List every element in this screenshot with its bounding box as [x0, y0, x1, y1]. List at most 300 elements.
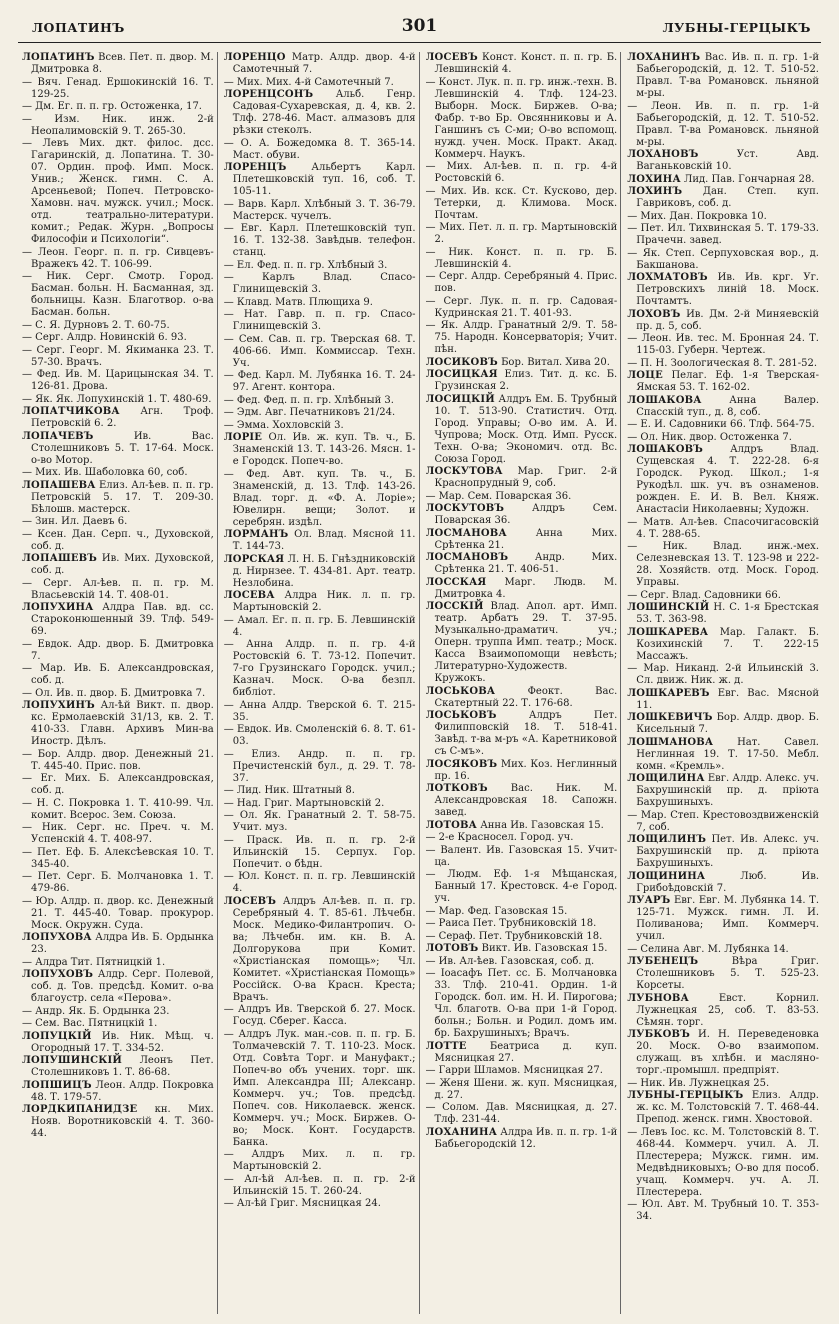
entry-surname: ЛОПАШЕВЪ — [22, 553, 98, 564]
directory-entry — [224, 798, 416, 810]
entry-text: — Мих. Пет. л. п. гр. Мартыновскій 2. — [425, 222, 618, 245]
directory-entry — [224, 554, 416, 590]
directory-entry — [224, 700, 416, 724]
directory-entry — [22, 1006, 214, 1018]
directory-entry — [224, 615, 416, 639]
directory-entry — [22, 406, 214, 430]
directory-entry — [224, 89, 416, 137]
directory-entry — [224, 871, 416, 895]
directory-entry — [426, 1078, 618, 1102]
entry-text: Алдръ Пет. Филипповскій 18. Т. 518-41. Завѣд. т-ва м-ръ «А. Каретниковой съ С-мъ». — [434, 710, 618, 757]
entry-surname: ЛОСЕВЪ — [223, 895, 277, 907]
directory-entry — [224, 199, 416, 223]
entry-text: Алдръ Влад. Сущевская 4. Т. 222-28. 6-я Городск. Рукод. Школ.; 1-я Рукодѣл. шк. уч. въ ознаменов. рожден. Е. И. В. Вел. Княж. Анастасіи Николаевны; Художн. — [636, 444, 819, 515]
entry-surname: ЛОСЕВЪ — [425, 52, 478, 63]
entry-text: — Бор. Алдр. двор. Денежный 21. Т. 445-40. Прис. пов. — [22, 748, 214, 772]
entry-surname: ЛОЩИЛИНЪ — [627, 834, 707, 845]
entry-text: Влад. Апол. арт. Имп. театр. Арбатъ 29. Т. 37-95. Музыкально-драматич. уч.; Оперн. труппа Имп. театр.; Моск. Касса Взаимопомощи невѣсть; Литературно-Художеств. Кружокъ. — [434, 601, 618, 684]
directory-entry — [22, 529, 214, 553]
entry-surname: ЛОСИЦКАЯ — [425, 369, 498, 380]
entry-surname: ЛОПУХИНЪ — [22, 700, 95, 711]
directory-entry — [224, 407, 416, 419]
directory-entry — [22, 602, 214, 638]
entry-surname: ЛОШМАНОВА — [627, 736, 714, 748]
directory-entry — [224, 162, 416, 198]
directory-entry — [22, 578, 214, 602]
entry-text: — С. Я. Дурновъ 2. Т. 60-75. — [22, 319, 170, 331]
directory-entry — [627, 517, 819, 541]
entry-text: — Амал. Ег. п. п. гр. Б. Левшинскій 4. — [223, 614, 416, 638]
directory-entry — [627, 1029, 819, 1077]
directory-entry — [22, 271, 214, 319]
directory-entry — [22, 700, 214, 748]
entry-surname: ЛУБКОВЪ — [627, 1029, 690, 1040]
entry-surname: ЛОСЯКОВЪ — [425, 758, 498, 770]
entry-surname: ЛОПАШЕВА — [22, 479, 96, 491]
entry-text: — Мар. Сем. Поварская 36. — [425, 490, 572, 502]
entry-surname: ЛОХАНИНЪ — [627, 52, 701, 63]
directory-entry — [627, 211, 819, 223]
entry-text: — Серг. Влад. Садовники 66. — [627, 589, 781, 601]
entry-text: Алдра Ив. Б. Ордынка 23. — [31, 932, 214, 955]
directory-entry — [426, 759, 618, 783]
entry-text: — Як. Степ. Серпуховская вор., д. Бакшанова. — [627, 247, 819, 271]
directory-entry — [224, 529, 416, 553]
entry-text: — Праск. Ив. п. п. гр. 2-й Ильинскій 15. Серпух. Гор. Попечит. о бѣдн. — [223, 834, 416, 870]
directory-entry — [627, 895, 819, 943]
directory-entry — [224, 297, 416, 309]
directory-entry — [224, 1198, 416, 1210]
entry-text: — 2-е Красносел. Город. уч. — [425, 832, 574, 843]
entry-surname: ЛОРЕНЦЪ — [223, 162, 287, 173]
entry-surname: ЛОХОВЪ — [627, 308, 681, 320]
directory-entry — [426, 466, 618, 490]
directory-entry — [224, 1149, 416, 1173]
entry-text: — Ал-ѣй Григ. Мясницкая 24. — [223, 1198, 381, 1209]
directory-entry — [426, 956, 618, 968]
entry-text: — Лид. Ник. Штатный 8. — [223, 785, 355, 796]
directory-entry — [426, 271, 618, 295]
entry-text: — Н. С. Покровка 1. Т. 410-99. Чл. комит. Всерос. Зем. Союза. — [22, 797, 214, 821]
entry-text: И. Н. Переведеновка 20. Моск. О-во взаимопом. служащ. въ хлѣбн. и масляно-торг.-промышл. предпріят. — [636, 1029, 819, 1076]
entry-text: Вѣра Григ. Столешниковъ 5. Т. 525-23. Корсеты. — [636, 956, 819, 991]
entry-text: — Леон. Ив. п. п. гр. 1-й Бабьегородскій, д. 12. Т. 510-52. Правл. Т-ва Романовск. льняной м-ры. — [627, 100, 819, 148]
directory-columns — [22, 52, 822, 1314]
directory-entry — [22, 332, 214, 344]
entry-text: — Мих. Ал-ѣев. п. п. гр. 4-й Ростовскій 6. — [425, 161, 618, 184]
entry-text: Викт. Ив. Газовская 15. — [478, 943, 608, 954]
entry-surname: ЛОШАКОВЪ — [627, 444, 704, 455]
entry-surname: ЛОТТЕ — [425, 1040, 467, 1052]
entry-text: — Юр. Алдр. п. двор. кс. Денежный 21. Т. 445-40. Товар. прокурор. Моск. Окружн. Суда. — [22, 895, 214, 931]
entry-text: — Евдок. Ив. Смоленскій 6. 8. Т. 61-03. — [223, 724, 416, 747]
entry-text: Мар. Галакт. Б. Козихинскій 7. Т. 222-15 Массажъ. — [636, 626, 819, 662]
directory-entry — [22, 1080, 214, 1104]
entry-text: — Матв. Ал-ѣев. Спасочигасовскій 4. Т. 288-65. — [627, 516, 819, 540]
directory-entry — [426, 161, 618, 185]
entry-text: — Серг. Алдр. Серебряный 4. Прис. пов. — [425, 271, 618, 294]
entry-text: — Юл. Авт. М. Трубный 10. Т. 353-34. — [627, 1199, 819, 1222]
entry-surname: ЛУАРЪ — [627, 895, 671, 906]
directory-entry — [426, 918, 618, 930]
directory-entry — [426, 943, 618, 955]
entry-surname: ЛОТОВЪ — [425, 943, 479, 954]
entry-surname: ЛОРЕНЦСОНЪ — [223, 89, 314, 100]
entry-text: — Серг. Георг. М. Якиманка 23. Т. 57-30. Врачъ. — [22, 344, 214, 368]
directory-entry — [627, 149, 819, 173]
entry-surname: ЛОПАТИНЪ — [22, 52, 95, 63]
directory-entry — [224, 590, 416, 614]
entry-surname: ЛОПУШИНСКІЙ — [22, 1055, 123, 1066]
directory-entry — [426, 503, 618, 527]
entry-text: — Селина Авг. М. Лубянка 14. — [627, 943, 789, 955]
running-head-right: ЛУБНЫ-ГЕРЦЫКЪ — [662, 20, 811, 35]
entry-text: — Гарри Шламов. Мясницкая 27. — [425, 1065, 603, 1076]
entry-text: Беатриса д. куп. Мясницкая 27. — [434, 1040, 618, 1064]
directory-entry — [22, 1104, 214, 1140]
entry-surname: ЛОХИНЪ — [627, 186, 683, 197]
entry-surname: ЛОШКАРЕВА — [627, 626, 709, 638]
entry-text: Вас. Ив. п. п. гр. 1-й Бабьегородскій, д. 12. Т. 510-52. Правл. Т-ва Романовск. льняной м-ры. — [636, 52, 819, 99]
directory-entry — [426, 186, 618, 222]
entry-text: Евг. Евг. М. Лубянка 14. Т. 125-71. Мужск. гимн. Л. И. Поливанова; Имп. Коммерч. учил. — [636, 895, 819, 942]
entry-text: — Изм. Ник. инж. 2-й Неопалимовскій 9. Т. 265-30. — [22, 113, 214, 137]
directory-entry — [22, 773, 214, 797]
entry-text: — Ол. Ив. п. двор. Б. Дмитровка 7. — [22, 687, 206, 699]
entry-text: — Ив. Ал-ѣев. Газовская, соб. д. — [425, 955, 595, 967]
directory-entry — [426, 577, 618, 601]
directory-entry — [224, 1004, 416, 1028]
entry-surname: ЛОШКАРЕВЪ — [627, 687, 710, 699]
directory-entry — [627, 395, 819, 419]
directory-entry — [224, 395, 416, 407]
directory-entry — [22, 969, 214, 1005]
directory-entry — [627, 590, 819, 602]
entry-text: Н. С. 1-я Брестская 53. Т. 363-98. — [636, 602, 819, 625]
directory-entry — [426, 601, 618, 685]
entry-surname: ЛОСИЦКІЙ — [425, 393, 495, 405]
entry-text: Алдра Пав. вд. сс. Староконюшенный 39. Тлф. 549-69. — [31, 602, 214, 637]
directory-entry — [426, 357, 618, 369]
entry-text: — Мар. Никанд. 2-й Ильинскій 3. Сл. движ. Ник. ж. д. — [627, 663, 819, 686]
entry-text: — Эдм. Авг. Печатниковъ 21/24. — [223, 407, 396, 418]
directory-entry — [224, 309, 416, 333]
entry-text: — Ник. Влад. инж.-мех. Селезневская 13. Т. 123-98 и 222-28. Хозяйств. отд. Моск. Город. Управы. — [627, 541, 819, 588]
entry-text: — Елиз. Андр. п. п. гр. Пречистенскій бул., д. 29. Т. 78-37. — [223, 748, 416, 784]
entry-text: — Евг. Карл. Плетешковскій туп. 16. Т. 132-38. Завѣдыв. телефон. станц. — [223, 223, 416, 258]
directory-entry — [224, 272, 416, 296]
directory-entry — [426, 320, 618, 356]
directory-entry — [627, 370, 819, 394]
entry-text: Андр. Мих. Срѣтенка 21. Т. 406-51. — [434, 552, 618, 575]
directory-entry — [627, 174, 819, 186]
entry-text: Пелаг. Еф. 1-я Тверская-Ямская 53. Т. 162-02. — [636, 370, 819, 393]
entry-text: — Юл. Конст. п. п. гр. Левшинскій 4. — [223, 871, 416, 894]
entry-text: — Мих. Мих. 4-й Самотечный 7. — [223, 76, 394, 88]
entry-text: — Дм. Ег. п. п. гр. Остоженка, 17. — [22, 101, 202, 112]
directory-column-1 — [22, 52, 218, 1314]
entry-surname: ЛОРСКАЯ — [223, 553, 285, 565]
entry-text: — Клавд. Матв. Плющиха 9. — [223, 296, 373, 308]
directory-entry — [22, 663, 214, 687]
entry-text: — Ол. Ник. двор. Остоженка 7. — [627, 431, 792, 443]
entry-text: — Людм. Еф. 1-я Мѣщанская, Банный 17. Крестовск. 4-е Город. уч. — [425, 869, 618, 904]
entry-text: Алдра Ив. п. п. гр. 1-й Бабьегородскій 12. — [434, 1126, 618, 1150]
entry-text: Люб. Ив. Грибоѣдовскій 7. — [636, 870, 819, 894]
entry-surname: ЛОРМАНЪ — [223, 529, 289, 540]
directory-entry — [22, 1018, 214, 1030]
entry-text: Альб. Генр. Садовая-Сухаревская, д. 4, кв. 2. Тлф. 278-46. Маст. алмазовъ для рѣзки стеколъ. — [232, 89, 416, 136]
directory-entry — [627, 602, 819, 626]
entry-surname: ЛОШАКОВА — [627, 394, 702, 406]
entry-text: Ал-ѣй Викт. п. двор. кс. Ермолаевскій 31/13, кв. 2. Т. 410-33. Главн. Архивъ Мин-ва Иностр. Дѣлъ. — [31, 700, 214, 747]
directory-entry — [22, 553, 214, 577]
directory-entry — [22, 369, 214, 393]
entry-text: Анна Валер. Спасскій туп., д. 8, соб. — [636, 394, 819, 418]
entry-text: Евг. Алдр. Алекс. уч. Бахрушинскій пр. д. пріюта Бахрушиныхъ. — [636, 773, 819, 808]
page-header — [18, 14, 821, 43]
entry-text: — Варв. Карл. Хлѣбный 3. Т. 36-79. Мастерск. чучелъ. — [223, 198, 416, 222]
entry-text: Евг. Вас. Мясной 11. — [636, 687, 819, 711]
entry-text: — Евдок. Адр. двор. Б. Дмитровка 7. — [22, 638, 214, 662]
entry-text: Альбертъ Карл. Плетешковскій туп. 16, соб. Т. 105-11. — [232, 162, 416, 197]
entry-surname: ЛОПУЦКІЙ — [22, 1030, 92, 1042]
entry-text: Ол. Ив. ж. куп. Тв. ч., Б. Знаменскій 13. Т. 143-26. Мясн. 1-е Городск. Попеч-во. — [232, 432, 416, 467]
directory-entry — [627, 444, 819, 516]
entry-text: Алдръ Ал-ѣев. п. п. гр. Серебряный 4. Т. 85-61. Лѣчебн. Моск. Медико-Филантропич. О-ва; Лѣчебн. им. кн. В. А. Долгорукова при Комит. «Христіанская помощь»; Чл. Комитет. «Христіанская Помощь» Россійск. О-ва Красн. Креста; Врачъ. — [232, 895, 416, 1003]
directory-entry — [22, 1055, 214, 1079]
entry-text: — Мар. Степ. Крестовоздвиженскій 7, соб. — [627, 809, 819, 833]
directory-entry — [426, 52, 618, 76]
entry-surname: ЛОСИКОВЪ — [425, 356, 498, 368]
directory-entry — [627, 101, 819, 149]
entry-text: Анна Ив. Газовская 15. — [477, 819, 604, 831]
entry-surname: ЛОПУХОВА — [22, 932, 92, 943]
entry-surname: ЛОСКУТОВЪ — [425, 503, 505, 514]
directory-entry — [426, 247, 618, 271]
entry-text: — Як. Алдр. Гранатный 2/9. Т. 58-75. Народн. Консерваторія; Учит. пѣн. — [425, 320, 618, 355]
entry-surname: ЛОСЬКОВА — [425, 685, 496, 697]
entry-surname: ЛОПУХОВЪ — [22, 969, 94, 980]
entry-text: Дан. Степ. куп. Гавриковъ, соб. д. — [636, 186, 819, 209]
entry-surname: ЛОПУХИНА — [22, 602, 94, 613]
directory-entry — [22, 688, 214, 700]
entry-text: — Левъ Іос. кс. М. Толстовскій 8. Т. 468-44. Коммерч. учил. А. Л. Плестерера; Мужск. гимн. им. Медвѣдниковыхъ; О-во для пособ. учащ. Коммерч. уч. А. Л. Плестерера. — [627, 1126, 819, 1198]
directory-entry — [22, 1031, 214, 1055]
entry-surname: ЛОШИНСКІЙ — [627, 602, 710, 613]
entry-text: Леон. Алдр. Покровка 48. Т. 179-57. — [31, 1079, 214, 1103]
entry-text: Л. Н. Б. Гнѣздниковскій д. Нирнзее. Т. 434-81. Арт. театр. Незлобина. — [232, 553, 416, 589]
directory-entry — [22, 932, 214, 956]
entry-text: Елиз. Ал-ѣев. п. п. гр. Петровскій 5. 17. Т. 209-30. Бѣлошв. мастерск. — [31, 479, 214, 515]
entry-text: Матр. Алдр. двор. 4-й Самотечный 7. — [232, 52, 416, 75]
entry-text: Анна Мих. Срѣтенка 21. — [434, 527, 618, 551]
entry-text: Алдра Ник. л. п. гр. Мартыновскій 2. — [232, 590, 416, 613]
directory-entry — [224, 52, 416, 76]
entry-text: Пет. Ив. Алекс. уч. Бахрушинскій пр. д. пріюта Бахрушиныхъ. — [636, 834, 819, 869]
entry-surname: ЛОРДКИПАНИДЗЕ — [22, 1104, 138, 1115]
entry-surname: ЛОЩИЛИНА — [627, 773, 705, 784]
entry-text: Алдр. Серг. Полевой, соб. д. Тов. предсѣд. Комит. о-ва благоустр. села «Перова». — [31, 969, 214, 1004]
entry-text: Ол. Влад. Мясной 11. Т. 144-73. — [232, 529, 416, 552]
directory-entry — [627, 52, 819, 100]
entry-surname: ЛОСЬКОВЪ — [425, 710, 497, 721]
directory-entry — [22, 957, 214, 969]
entry-surname: ЛОТКОВЪ — [425, 783, 488, 794]
entry-text: Мих. Коз. Неглинный пр. 16. — [434, 758, 618, 782]
directory-column-4 — [627, 52, 822, 1314]
directory-entry — [22, 516, 214, 528]
entry-text: Бор. Витал. Хива 20. — [497, 356, 610, 368]
directory-entry — [426, 296, 618, 320]
entry-text: — О. А. Божедомка 8. Т. 365-14. Маст. обуви. — [223, 137, 416, 161]
entry-text: — Андр. Як. Б. Ордынка 23. — [22, 1005, 170, 1017]
entry-text: Ив. Мих. Духовской, соб. д. — [31, 553, 214, 576]
directory-entry — [426, 686, 618, 710]
directory-entry — [627, 419, 819, 431]
entry-text: — Нат. Гавр. п. п. гр. Спасо-Глинищевскій 3. — [223, 309, 416, 332]
directory-entry — [22, 749, 214, 773]
entry-text: — Солом. Дав. Мясницкая, д. 27. Тлф. 231-44. — [425, 1102, 618, 1125]
entry-surname: ЛОРЕНЦО — [223, 52, 286, 63]
entry-text: — П. Н. Зоологическая 8. Т. 281-52. — [627, 357, 818, 369]
entry-text: — Іоасафъ Пет. сс. Б. Молчановка 33. Тлф. 210-41. Ордин. 1-й Городск. бол. им. Н. И. Пирогова; Чл. благотв. О-ва при 1-й Город. больн.; Больн. и Родил. домъ им. бр. Бахрушиныхъ; Врачъ. — [425, 968, 618, 1039]
entry-surname: ЛОССКАЯ — [425, 576, 487, 588]
entry-text: — Конст. Лук. п. п. гр. инж.-техн. В. Левшинскій 4. Тлф. 124-23. Выборн. Моск. Биржев. О-ва; Фабр. т-во Бр. Овсянниковы и А. Ганшинъ съ С-ми; О-во вспомощ. нужд. учен. Моск. Практ. Акад. Коммерч. Наукъ. — [425, 76, 618, 160]
directory-entry — [22, 394, 214, 406]
entry-text: — Карлъ Влад. Спасо-Глинищевскій 3. — [223, 272, 416, 295]
entry-surname: ЛОХИНА — [627, 173, 681, 185]
directory-column-2 — [224, 52, 420, 1314]
entry-text: — Серг. Ал-ѣев. п. п. гр. М. Власьевскій 14. Т. 408-01. — [22, 577, 214, 601]
entry-text: Алдръ Сем. Поварская 36. — [434, 503, 618, 526]
directory-entry — [627, 333, 819, 357]
directory-entry — [426, 1127, 618, 1151]
directory-entry — [22, 871, 214, 895]
entry-surname: ЛОХАНОВЪ — [627, 149, 699, 160]
entry-text: кн. Мих. Нояв. Воротниковскій 4. Т. 360-44. — [31, 1104, 214, 1139]
directory-entry — [22, 247, 214, 271]
directory-entry — [224, 420, 416, 432]
entry-text: — Женя Шени. ж. куп. Мясницкая, д. 27. — [425, 1077, 618, 1101]
directory-entry — [627, 944, 819, 956]
directory-entry — [426, 222, 618, 246]
directory-entry — [426, 1041, 618, 1065]
entry-surname: ЛОСКУТОВА — [425, 466, 503, 477]
entry-text: — Ник. Серг. Смотр. Город. Басман. больн. Н. Басманная, зд. больницы. Казн. Благотвор. о-ва Басман. больн. — [22, 271, 214, 318]
directory-entry — [224, 1029, 416, 1149]
entry-text: — Як. Як. Лопухинскій 1. Т. 480-69. — [22, 393, 212, 405]
entry-text: — Пет. Еф. Б. Алексѣевская 10. Т. 345-40. — [22, 846, 214, 870]
directory-entry — [22, 480, 214, 516]
entry-text: Леонъ Пет. Столешниковъ 1. Т. 86-68. — [31, 1055, 214, 1078]
entry-text: — Алдръ Ив. Тверской б. 27. Моск. Госуд. Сберег. Касса. — [223, 1004, 416, 1027]
directory-entry — [627, 541, 819, 589]
directory-entry — [627, 1199, 819, 1223]
directory-entry — [426, 832, 618, 844]
directory-entry — [627, 871, 819, 895]
entry-surname: ЛОХМАТОВЪ — [627, 272, 708, 283]
directory-entry — [426, 968, 618, 1040]
directory-entry — [426, 1102, 618, 1126]
directory-entry — [426, 710, 618, 758]
directory-entry — [426, 783, 618, 819]
entry-text: — Анна Алдр. п. п. гр. 4-й Ростовскій 6. Т. 73-12. Попечит. 7-го Грузинскаго Городск. учил.; Казнач. Моск. О-ва безпл. библіот. — [223, 639, 416, 698]
entry-text: — Ксен. Дан. Серп. ч., Духовской, соб. д. — [22, 528, 214, 552]
directory-entry — [22, 52, 214, 76]
entry-text: Мар. Григ. 2-й Краснопрудный 9, соб. — [434, 466, 618, 489]
directory-entry — [627, 663, 819, 687]
entry-text: Марг. Людв. М. Дмитровка 4. — [434, 576, 618, 600]
entry-text: — Мар. Фед. Газовская 15. — [425, 905, 568, 917]
entry-text: — Леон. Георг. п. п. гр. Сивцевъ-Вражекъ 42. Т. 106-99. — [22, 246, 214, 270]
entry-text: — Раиса Пет. Трубниковскій 18. — [425, 918, 597, 929]
directory-entry — [22, 822, 214, 846]
directory-entry — [224, 260, 416, 272]
directory-column-3 — [426, 52, 622, 1314]
directory-entry — [224, 223, 416, 259]
entry-text: — Пет. Ил. Тихвинская 5. Т. 179-33. Прачечн. завед. — [627, 223, 819, 246]
directory-entry — [627, 737, 819, 773]
entry-text: Вас. Ник. М. Александровская 18. Сапожн. завед. — [434, 783, 618, 818]
directory-entry — [426, 528, 618, 552]
directory-entry — [627, 773, 819, 809]
directory-entry — [22, 431, 214, 467]
directory-entry — [627, 1127, 819, 1199]
entry-text: — Анна Алдр. Тверской 6. Т. 215-35. — [223, 699, 416, 723]
directory-entry — [22, 467, 214, 479]
directory-entry — [22, 847, 214, 871]
directory-entry — [224, 469, 416, 529]
directory-entry — [224, 724, 416, 748]
directory-entry — [426, 491, 618, 503]
directory-entry — [22, 320, 214, 332]
entry-text: — Алдра Тит. Пятницкій 1. — [22, 956, 166, 968]
entry-text: — Левъ Мих. дкт. филос. дсс. Гагаринскій, д. Лопатина. Т. 30-07. Ордин. проф. Имп. Моск. Унив.; Женск. гимн. С. А. Арсеньевой; Попеч. Петровско-Хамовн. нач. мужск. учил.; Моск. отд. театрально-литератури. комит.; Редак. Журн. „Вопросы Философіи и Психологіи“. — [22, 138, 214, 245]
directory-entry — [426, 1065, 618, 1077]
entry-text: Всев. Пет. п. двор. М. Дмитровка 8. — [31, 52, 214, 75]
directory-entry — [627, 956, 819, 992]
entry-text: — Ол. Як. Гранатный 2. Т. 58-75. Учит. муз. — [223, 810, 416, 833]
entry-text: — Алдръ Лук. ман.-сов. п. п. гр. Б. Толмачевскій 7. Т. 110-23. Моск. Отд. Совѣта Торг. и Мануфакт.; Попеч-во объ учених. торг. шк. Имп. Александра III; Алексанр. Коммерч. уч.; Тов. предсѣд. Попеч. сов. Николаевск. женск. Коммерч. уч.; Моск. Биржев. О-во; Моск. Конт. Государств. Банка. — [223, 1028, 416, 1148]
entry-surname: ЛОПШИЦЪ — [22, 1079, 92, 1091]
entry-text: Елиз. Алдр. ж. кс. М. Толстовскій 7. Т. 468-44. Препод. женск. гимн. Хвостовой. — [636, 1090, 819, 1125]
entry-text: — Леон. Ив. тес. М. Бронная 24. Т. 115-03. Губерн. Чертеж. — [627, 333, 819, 356]
entry-surname: ЛОПАЧЕВЪ — [22, 430, 94, 442]
entry-surname: ЛУБЕНЕЦЪ — [627, 956, 699, 967]
directory-entry — [22, 345, 214, 369]
entry-text: — Ник. Серг. нс. Преч. ч. М. Успенскій 4. Т. 408-97. — [22, 822, 214, 845]
directory-entry — [224, 334, 416, 370]
directory-entry — [627, 834, 819, 870]
directory-entry — [426, 820, 618, 832]
entry-text: — Сем. Сав. п. гр. Тверская 68. Т. 406-66. Имп. Коммиссар. Техн. Уч. — [223, 333, 416, 369]
entry-surname: ЛУБНЫ-ГЕРЦЫКЪ — [627, 1090, 744, 1101]
entry-surname: ЛУБНОВА — [627, 992, 689, 1004]
directory-entry — [627, 627, 819, 663]
directory-entry — [22, 138, 214, 246]
entry-surname: ЛОЩИНИНА — [627, 870, 706, 882]
entry-text: — Фед. Ив. М. Царицынская 34. Т. 126-81. Дрова. — [22, 369, 214, 392]
directory-entry — [224, 835, 416, 871]
entry-text: Конст. Конст. п. п. гр. Б. Левшинскій 4. — [434, 52, 618, 75]
entry-text: — Мих. Ив. Шаболовка 60, соб. — [22, 467, 188, 478]
entry-text: Лид. Пав. Гончарная 28. — [680, 173, 815, 185]
entry-surname: ЛОШКЕВИЧЪ — [627, 712, 713, 723]
directory-entry — [224, 432, 416, 468]
running-head-left: ЛОПАТИНЪ — [32, 20, 125, 35]
directory-entry — [627, 223, 819, 247]
